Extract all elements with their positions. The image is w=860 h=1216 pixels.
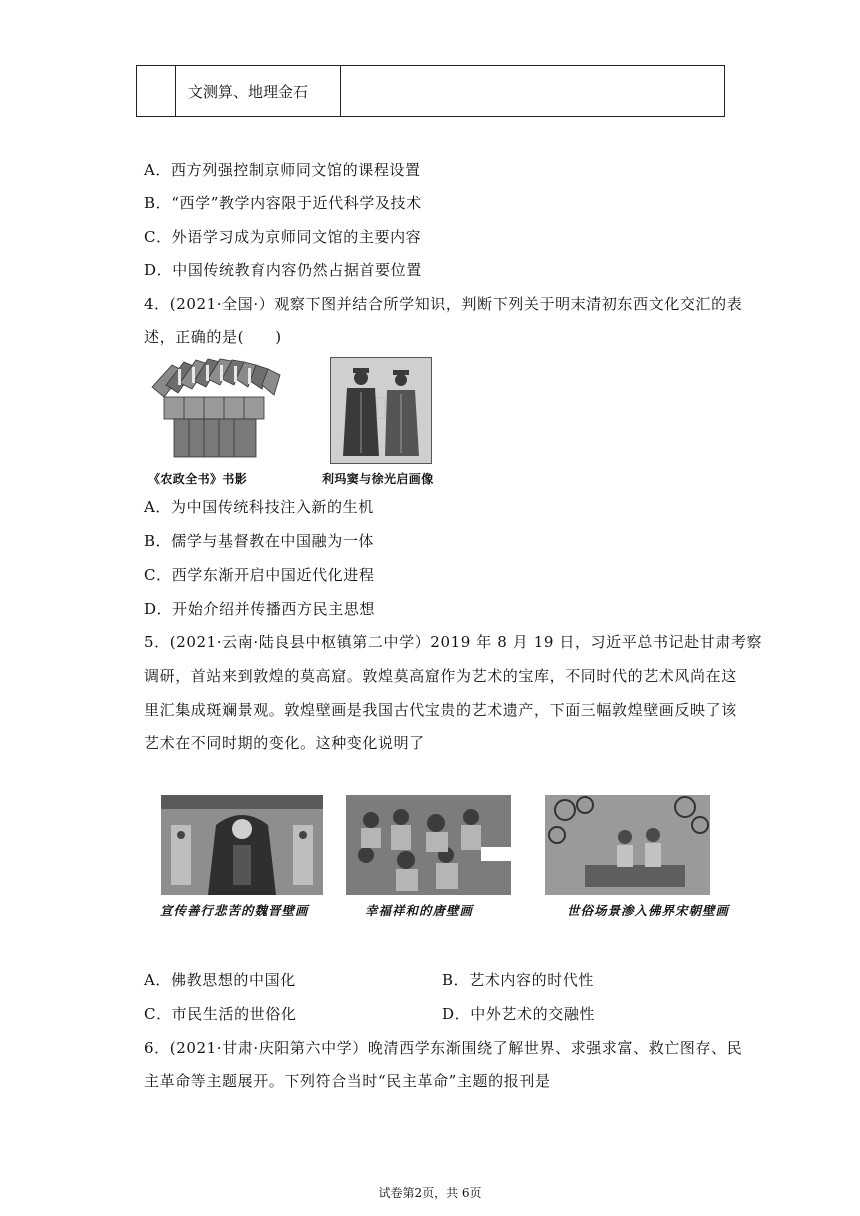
q5-option-c: C．市民生活的世俗化 — [144, 1005, 297, 1023]
q5-stem-line2: 调研，首站来到敦煌的莫高窟。敦煌莫高窟作为艺术的宝库，不同时代的艺术风尚在这 — [144, 667, 737, 685]
table-cell-subjects: 文测算、地理金石 — [176, 66, 341, 117]
q5-stem-line1: 5．(2021·云南·陆良县中枢镇第二中学）2019 年 8 月 19 日，习近平总书记赴甘肃考察 — [144, 633, 763, 651]
table-cell-empty — [137, 66, 176, 117]
q3-option-b: B．“西学”教学内容限于近代科学及技术 — [144, 194, 422, 212]
page-footer: 试卷第2页，共 6页 — [378, 1186, 482, 1200]
q5-option-a: A．佛教思想的中国化 — [144, 971, 296, 989]
weijin-mural-image — [161, 795, 323, 895]
q4-option-b: B．儒学与基督教在中国融为一体 — [144, 532, 375, 550]
q6-stem-line2: 主革命等主题展开。下列符合当时“民主革命”主题的报刊是 — [144, 1072, 551, 1090]
q5-option-d: D．中外艺术的交融性 — [442, 1005, 596, 1023]
q4-stem-line2: 述，正确的是( ) — [144, 328, 282, 346]
q4-option-a: A．为中国传统科技注入新的生机 — [144, 498, 374, 516]
q3-option-d: D．中国传统教育内容仍然占据首要位置 — [144, 261, 422, 279]
table-cell-blank — [341, 66, 725, 117]
caption-tang: 幸福祥和的唐壁画 — [365, 903, 474, 918]
course-table — [136, 65, 725, 117]
q5-option-b: B．艺术内容的时代性 — [442, 971, 595, 989]
caption-portrait: 利玛窦与徐光启画像 — [322, 472, 434, 486]
q4-option-d: D．开始介绍并传播西方民主思想 — [144, 600, 376, 618]
q3-option-a: A．西方列强控制京师同文馆的课程设置 — [144, 161, 421, 179]
q4-stem-line1: 4．(2021·全国·）观察下图并结合所学知识，判断下列关于明末清初东西文化交汇的表 — [144, 295, 743, 313]
song-mural-image — [545, 795, 710, 895]
q5-stem-line4: 艺术在不同时期的变化。这种变化说明了 — [144, 734, 425, 752]
caption-weijin: 宣传善行悲苦的魏晋壁画 — [160, 903, 309, 918]
nongzheng-quanshu-book-image — [144, 357, 284, 462]
q4-option-c: C．西学东渐开启中国近代化进程 — [144, 566, 375, 584]
q6-stem-line1: 6．(2021·甘肃·庆阳第六中学）晚清西学东渐围绕了解世界、求强求富、救亡图存、民 — [144, 1039, 743, 1057]
q3-option-c: C．外语学习成为京师同文馆的主要内容 — [144, 228, 422, 246]
ricci-xu-portrait-image — [330, 357, 432, 464]
caption-book: 《农政全书》书影 — [148, 472, 248, 486]
q5-stem-line3: 里汇集成斑斓景观。敦煌壁画是我国古代宝贵的艺术遗产，下面三幅敦煌壁画反映了该 — [144, 701, 737, 719]
tang-mural-image — [346, 795, 511, 895]
caption-song: 世俗场景渗入佛界宋朝壁画 — [567, 903, 730, 918]
